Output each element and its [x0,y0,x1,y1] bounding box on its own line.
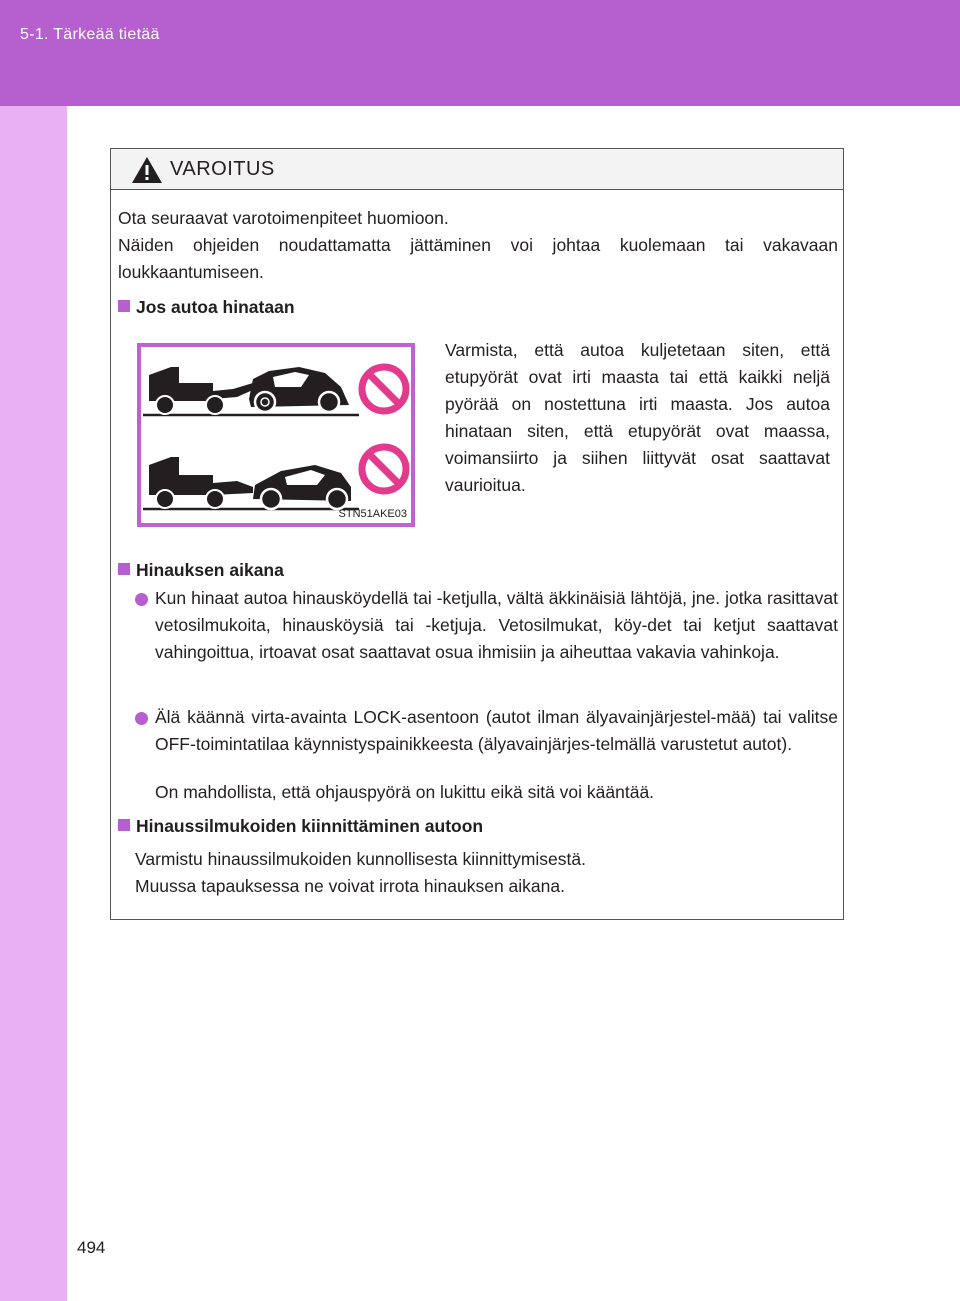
warning-triangle-icon [130,155,164,185]
page-number: 494 [77,1238,106,1257]
section-title: 5-1. Tärkeää tietää [20,26,160,43]
side-band [0,106,67,1301]
bullet-text-ignition: Älä käännä virta-avainta LOCK-asentoon (autot ilman älyavainjärjestel-mää) tai valitse OFF-toimintatilaa käynnistyspainikkeesta (älyavainjärjes-telmällä varustetut autot). [155,707,838,754]
square-bullet-icon [118,300,130,312]
bullet-text-steering-lock: On mahdollista, että ohjauspyörä on lukittu eikä sitä voi kääntää. [155,782,655,802]
warning-header [111,149,843,190]
page-header [0,0,960,106]
eyelet-line-2: Muussa tapauksessa ne voivat irrota hinauksen aikana. [135,876,565,896]
intro-line-2: Näiden ohjeiden noudattamatta jättäminen voi johtaa kuolemaan tai vakavaan loukkaantumiseen. [118,235,838,282]
square-bullet-icon [118,819,130,831]
illustration-code: STN51AKE03 [338,508,407,520]
bullet-text-sudden-starts: Kun hinaat autoa hinausköydellä tai -ketjulla, vältä äkkinäisiä lähtöjä, jne. jotka rasittavat vetosilmukoita, hinausköysiä tai -ketjuja. Vetosilmukat, köy-det tai ketjut saattavat vahingoittua, irtoavat osat saattavat osua ihmisiin ja aiheuttaa vakavia vahinkoja. [155,588,838,662]
square-bullet-icon [118,563,130,575]
round-bullet-icon [135,593,148,606]
eyelet-line-1: Varmistu hinaussilmukoiden kunnollisesta kiinnittymisestä. [135,849,586,869]
section-heading-tow-eyelets [118,814,483,838]
section-heading-during-towing [118,558,284,582]
towing-instruction: Varmista, että autoa kuljetetaan siten, että etupyörät ovat irti maasta tai että kaikki neljä pyörää on nostettuna irti maasta. Jos autoa hinataan siten, että etupyörät ovat maassa, voimansiirto ja siihen liittyvät osat saattavat vaurioitua. [445,340,830,495]
round-bullet-icon [135,712,148,725]
warning-box [110,148,844,920]
warning-title: VAROITUS [170,158,275,180]
section-heading-text: Hinauksen aikana [136,560,284,580]
tow-truck-drawing [141,347,411,523]
section-heading-text: Hinaussilmukoiden kiinnittäminen autoon [136,816,484,836]
towing-illustration [137,343,415,527]
section-heading-text: Jos autoa hinataan [136,297,295,317]
section-heading-towing [118,295,295,319]
intro-line-1: Ota seuraavat varotoimenpiteet huomioon. [118,208,449,228]
